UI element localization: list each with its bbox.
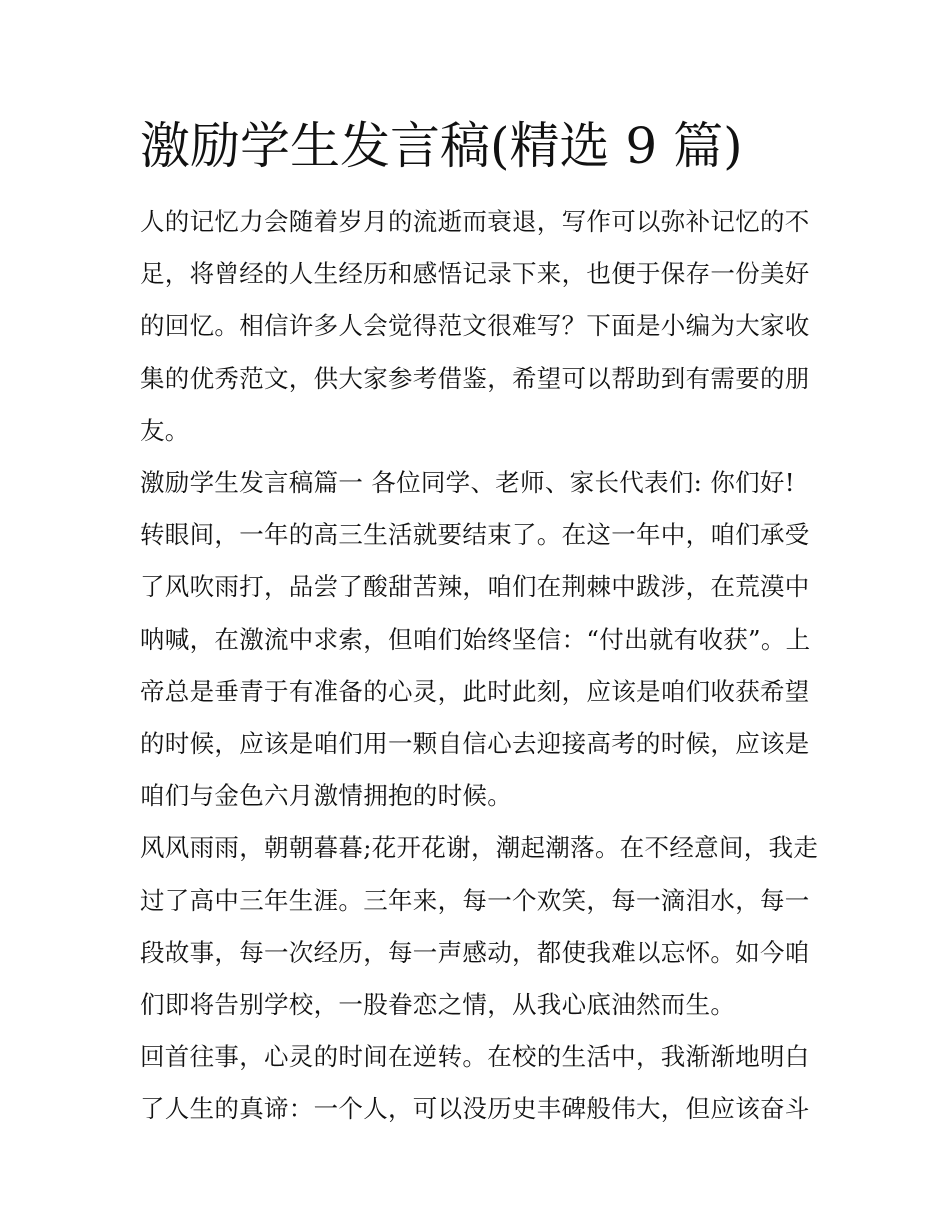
- body-paragraph: 回首往事，心灵的时间在逆转。在校的生活中，我渐渐地明白了人生的真谛：一个人，可以没历史丰碑般伟大，但应该奋斗: [140, 1042, 810, 1124]
- speech-heading-paragraph: 激励学生发言稿篇一 各位同学、老师、家长代表们: 你们好!: [140, 468, 795, 498]
- body-paragraph: 风风雨雨，朝朝暮暮;花开花谢，潮起潮落。在不经意间，我走过了高中三年生涯。三年来，每一个欢笑，每一滴泪水，每一段故事，每一次经历，每一声感动，都使我难以忘怀。如今咱们即将告别学校，一股眷恋之情，从我心底油然而生。: [140, 833, 819, 1020]
- body-paragraph: 转眼间，一年的高三生活就要结束了。在这一年中，咱们承受了风吹雨打，品尝了酸甜苦辣，咱们在荆棘中跋涉，在荒漠中呐喊，在激流中求索，但咱们始终坚信：“付出就有收获”。上帝总是垂青于有准备的心灵，此时此刻，应该是咱们收获希望的时候，应该是咱们用一颗自信心去迎接高考的时候，应该是咱们与金色六月激情拥抱的时候。: [140, 520, 811, 811]
- intro-paragraph: 人的记忆力会随着岁月的流逝而衰退，写作可以弥补记忆的不足，将曾经的人生经历和感悟记录下来，也便于保存一份美好的回忆。相信许多人会觉得范文很难写？下面是小编为大家收集的优秀范文，供大家参考借鉴，希望可以帮助到有需要的朋友。: [140, 207, 810, 445]
- document-body: [140, 196, 820, 1136]
- document-title: 激励学生发言稿(精选 9 篇): [140, 117, 743, 175]
